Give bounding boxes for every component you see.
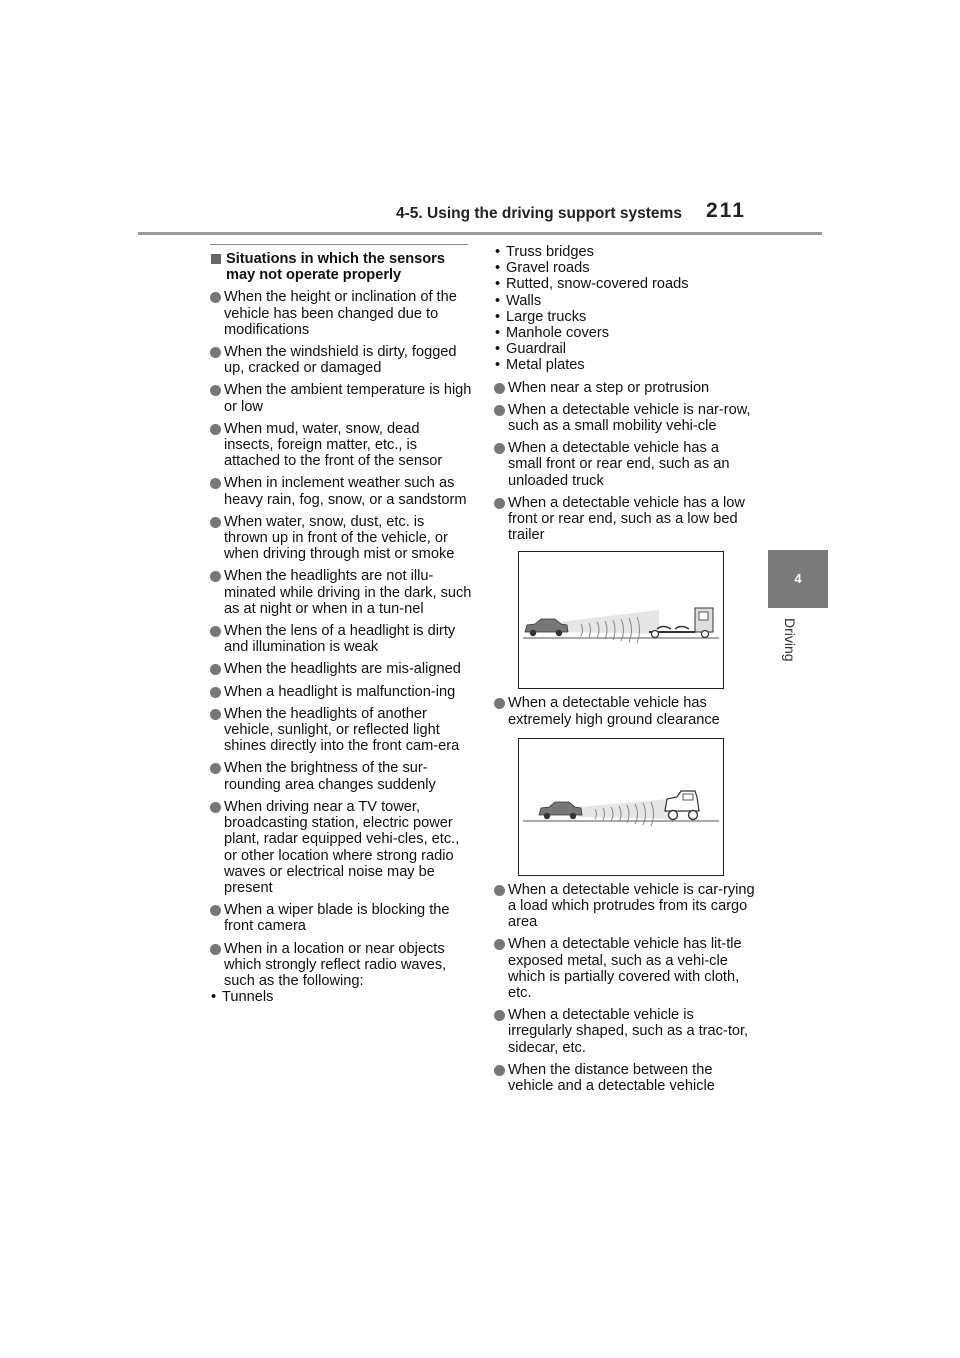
suv-icon (665, 791, 699, 820)
sub-list-item: • Metal plates (494, 357, 756, 373)
car-icon (539, 802, 582, 819)
list-item: When the headlights are not illu-minated while driving in the dark, such as at night or when in a tun-nel (210, 568, 472, 617)
list-item: When the height or inclination of the vehicle has been changed due to modifications (210, 289, 472, 338)
trailer-diagram-svg (519, 552, 723, 688)
list-item: When in inclement weather such as heavy rain, fog, snow, or a sandstorm (210, 475, 472, 507)
header-divider (138, 232, 822, 235)
list-item: When near a step or protrusion (494, 380, 756, 396)
list-item: When a detectable vehicle is irregularly shaped, such as a trac-tor, sidecar, etc. (494, 1007, 756, 1056)
sub-list-item: • Tunnels (210, 989, 472, 1005)
list-item: When the headlights of another vehicle, sunlight, or reflected light shines directly into the front cam-era (210, 706, 472, 755)
sub-list-item: • Guardrail (494, 341, 756, 357)
page-number: 211 (706, 199, 746, 222)
list-item: When a detectable vehicle is car-rying a load which protrudes from its cargo area (494, 882, 756, 931)
list-item: When a detectable vehicle has a low front or rear end, such as a low bed trailer (494, 495, 756, 544)
list-item: When the windshield is dirty, fogged up, cracked or damaged (210, 344, 472, 376)
high-clearance-vehicle-illustration (518, 738, 724, 876)
chapter-tab (768, 550, 828, 608)
right-column (494, 244, 756, 1100)
section-title: 4-5. Using the driving support systems (396, 205, 682, 222)
high-clearance-diagram-svg (519, 739, 723, 875)
list-item: When in a location or near objects which strongly reflect radio waves, such as the following: (210, 941, 472, 990)
list-item: When the lens of a headlight is dirty and illumination is weak (210, 623, 472, 655)
chapter-number: 4 (794, 571, 802, 586)
list-item: When the distance between the vehicle and a detectable vehicle (494, 1062, 756, 1094)
sub-list-item: • Gravel roads (494, 260, 756, 276)
list-item: When water, snow, dust, etc. is thrown up in front of the vehicle, or when driving through mist or smoke (210, 514, 472, 563)
sub-list-item: • Large trucks (494, 309, 756, 325)
list-item: When a wiper blade is blocking the front camera (210, 902, 472, 934)
list-item: When a detectable vehicle has a small front or rear end, such as an unloaded truck (494, 440, 756, 489)
list-item: When mud, water, snow, dead insects, foreign matter, etc., is attached to the front of the sensor (210, 421, 472, 470)
list-item: When a detectable vehicle has lit-tle exposed metal, such as a vehi-cle which is partially covered with cloth, etc. (494, 936, 756, 1001)
list-item: When the ambient temperature is high or low (210, 382, 472, 414)
list-item: When a detectable vehicle has extremely high ground clearance (494, 695, 756, 727)
left-column (210, 244, 472, 1005)
chapter-label: Driving (782, 618, 798, 662)
low-bed-trailer-illustration (518, 551, 724, 689)
sub-list-item: • Walls (494, 293, 756, 309)
list-item: When the headlights are mis-aligned (210, 661, 472, 677)
list-item: When driving near a TV tower, broadcasting station, electric power plant, radar equipped vehi-cles, etc., or other location where strong radio waves or electrical noise may be present (210, 799, 472, 896)
list-item: When the brightness of the sur-rounding area changes suddenly (210, 760, 472, 792)
sub-list-item: • Truss bridges (494, 244, 756, 260)
sub-list-item: • Rutted, snow-covered roads (494, 276, 756, 292)
section-heading: Situations in which the sensors may not operate properly (210, 251, 472, 283)
list-item: When a headlight is malfunction-ing (210, 684, 472, 700)
list-item: When a detectable vehicle is nar-row, such as a small mobility vehi-cle (494, 402, 756, 434)
section-divider (210, 244, 468, 245)
sub-list-item: • Manhole covers (494, 325, 756, 341)
car-icon (525, 619, 568, 636)
